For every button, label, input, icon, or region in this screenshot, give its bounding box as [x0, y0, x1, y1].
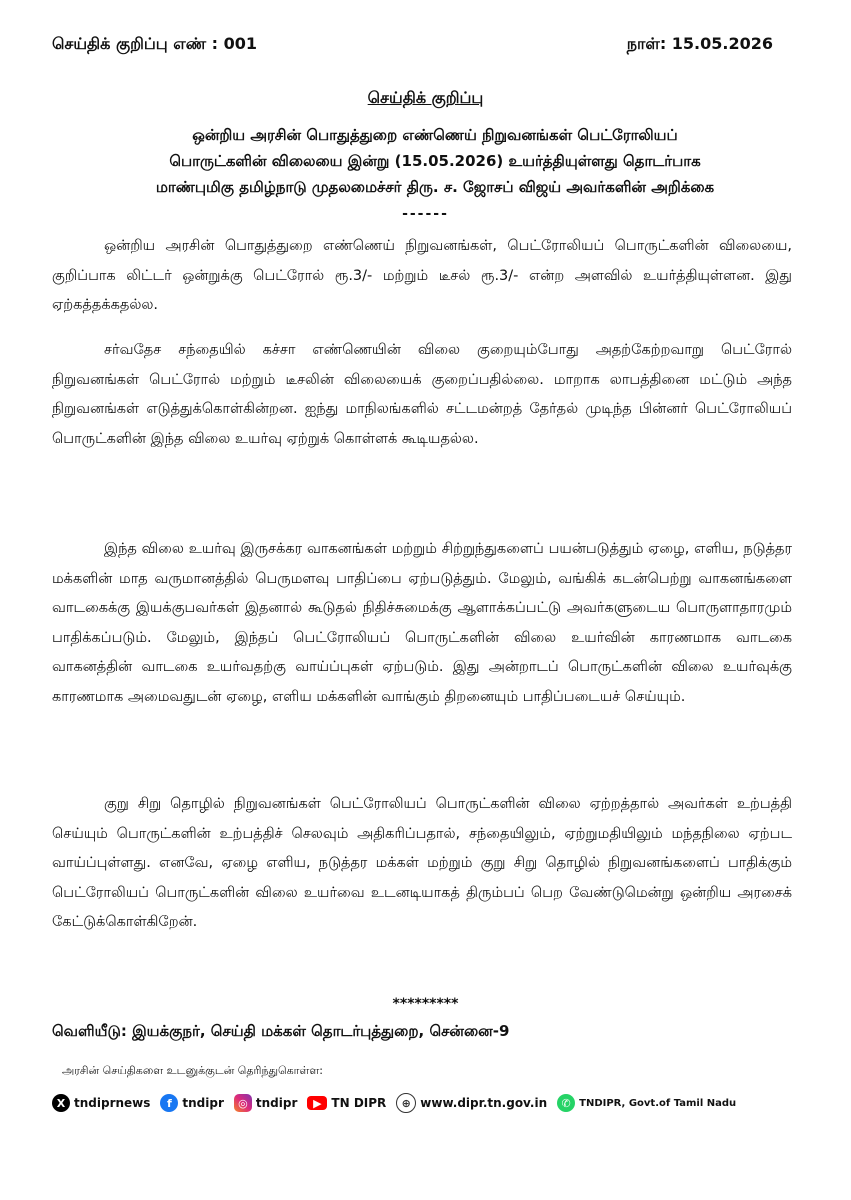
social-whatsapp[interactable]	[557, 1094, 736, 1112]
follow-text: அரசின் செய்திகளை உடனுக்குடன் தெரிந்துகொள்ள:	[62, 1064, 323, 1077]
social-x-label: tndiprnews	[74, 1096, 151, 1110]
social-facebook[interactable]	[160, 1094, 224, 1112]
globe-icon: ⊕	[396, 1093, 416, 1113]
separator: ------	[402, 206, 449, 222]
social-x[interactable]	[52, 1094, 150, 1112]
ref-number: செய்திக் குறிப்பு எண் : 001	[52, 34, 257, 53]
paragraph-1: ஒன்றிய அரசின் பொதுத்துறை எண்ணெய் நிறுவனங்கள், பெட்ரோலியப் பொருட்களின் விலையை, குறிப்பாக லிட்டர் ஒன்றுக்கு பெட்ரோல் ரூ.3/- மற்றும் டீசல் ரூ.3/- என்ற அளவில் உயர்த்தியுள்ளன. இது ஏற்கத்தக்கதல்ல.	[52, 238, 792, 313]
release-date: நாள்: 15.05.2026	[626, 34, 773, 53]
social-bar	[52, 1093, 736, 1113]
subject-heading	[75, 122, 795, 200]
social-instagram-label: tndipr	[255, 1096, 298, 1110]
page-title: செய்திக் குறிப்பு	[367, 88, 484, 107]
social-instagram[interactable]	[234, 1094, 298, 1112]
paragraph-4: குறு சிறு தொழில் நிறுவனங்கள் பெட்ரோலியப் பொருட்களின் விலை ஏற்றத்தால் அவர்கள் உற்பத்தி செய்யும் பொருட்களின் உற்பத்திச் செலவும் அதிகரிப்பதால், சந்தையிலும், ஏற்றுமதியிலும் மந்தநிலை ஏற்பட வாய்ப்புள்ளது. எனவே, ஏழை எளிய, நடுத்தர மக்கள் மற்றும் குறு சிறு தொழில் நிறுவனங்களைப் பாதிக்கும் பெட்ரோலியப் பொருட்களின் விலை உயர்வை உடனடியாகத் திரும்பப் பெற வேண்டுமென்று ஒன்றிய அரசைக் கேட்டுக்கொள்கிறேன்.	[52, 796, 792, 930]
social-website-label: www.dipr.tn.gov.in	[420, 1096, 548, 1110]
subject-line: ஒன்றிய அரசின் பொதுத்துறை எண்ணெய் நிறுவனங்கள் பெட்ரோலியப்	[192, 126, 678, 144]
subject-line: பொருட்களின் விலையை இன்று (15.05.2026) உயர்த்தியுள்ளது தொடர்பாக	[169, 152, 701, 170]
paragraph-2: சர்வதேச சந்தையில் கச்சா எண்ணெயின் விலை குறையும்போது அதற்கேற்றவாறு பெட்ரோல் நிறுவனங்கள் பெட்ரோல் மற்றும் டீசலின் விலையைக் குறைப்பதில்லை. மாறாக லாபத்தினை மட்டும் அந்த நிறுவனங்கள் எடுத்துக்கொள்கின்றன. ஐந்து மாநிலங்களில் சட்டமன்றத் தேர்தல் முடிந்த பின்னர் பெட்ரோலியப் பொருட்களின் இந்த விலை உயர்வு ஏற்றுக் கொள்ளக் கூடியதல்ல.	[52, 342, 792, 447]
social-youtube-label: TN DIPR	[331, 1096, 387, 1110]
instagram-icon: ◎	[234, 1094, 252, 1112]
whatsapp-icon: ✆	[557, 1094, 575, 1112]
social-facebook-label: tndipr	[182, 1096, 224, 1110]
subject-line: மாண்புமிகு தமிழ்நாடு முதலமைச்சர் திரு. ச. ஜோசப் விஜய் அவர்களின் அறிக்கை	[155, 178, 715, 196]
facebook-icon: f	[160, 1094, 178, 1112]
social-website[interactable]	[396, 1093, 547, 1113]
social-whatsapp-label: TNDIPR, Govt.of Tamil Nadu	[579, 1097, 737, 1109]
x-icon: X	[52, 1094, 70, 1112]
youtube-icon: ▶	[307, 1096, 327, 1110]
end-stars: *********	[392, 996, 459, 1012]
paragraph-3: இந்த விலை உயர்வு இருசக்கர வாகனங்கள் மற்றும் சிற்றுந்துகளைப் பயன்படுத்தும் ஏழை, எளிய, நடுத்தர மக்களின் மாத வருமானத்தில் பெருமளவு பாதிப்பை ஏற்படுத்தும். மேலும், வங்கிக் கடன்பெற்று வாகனங்களை வாடகைக்கு இயக்குபவர்கள் இதனால் கூடுதல் நிதிச்சுமைக்கு ஆளாக்கப்பட்டு அவர்களுடைய பொருளாதாரமும் பாதிக்கப்படும். மேலும், இந்தப் பெட்ரோலியப் பொருட்களின் விலை உயர்வின் காரணமாக வாடகை வாகனத்தின் வாடகை உயர்வதற்கு வாய்ப்புகள் ஏற்படும். இது அன்றாடப் பொருட்களின் விலை உயர்வுக்கு காரணமாக அமைவதுடன் ஏழை, எளிய மக்களின் வாங்கும் திறனையும் பாதிப்படையச் செய்யும்.	[52, 541, 792, 705]
release-info: வெளியீடு: இயக்குநர், செய்தி மக்கள் தொடர்புத்துறை, சென்னை-9	[52, 1022, 510, 1040]
social-youtube[interactable]	[307, 1096, 386, 1110]
